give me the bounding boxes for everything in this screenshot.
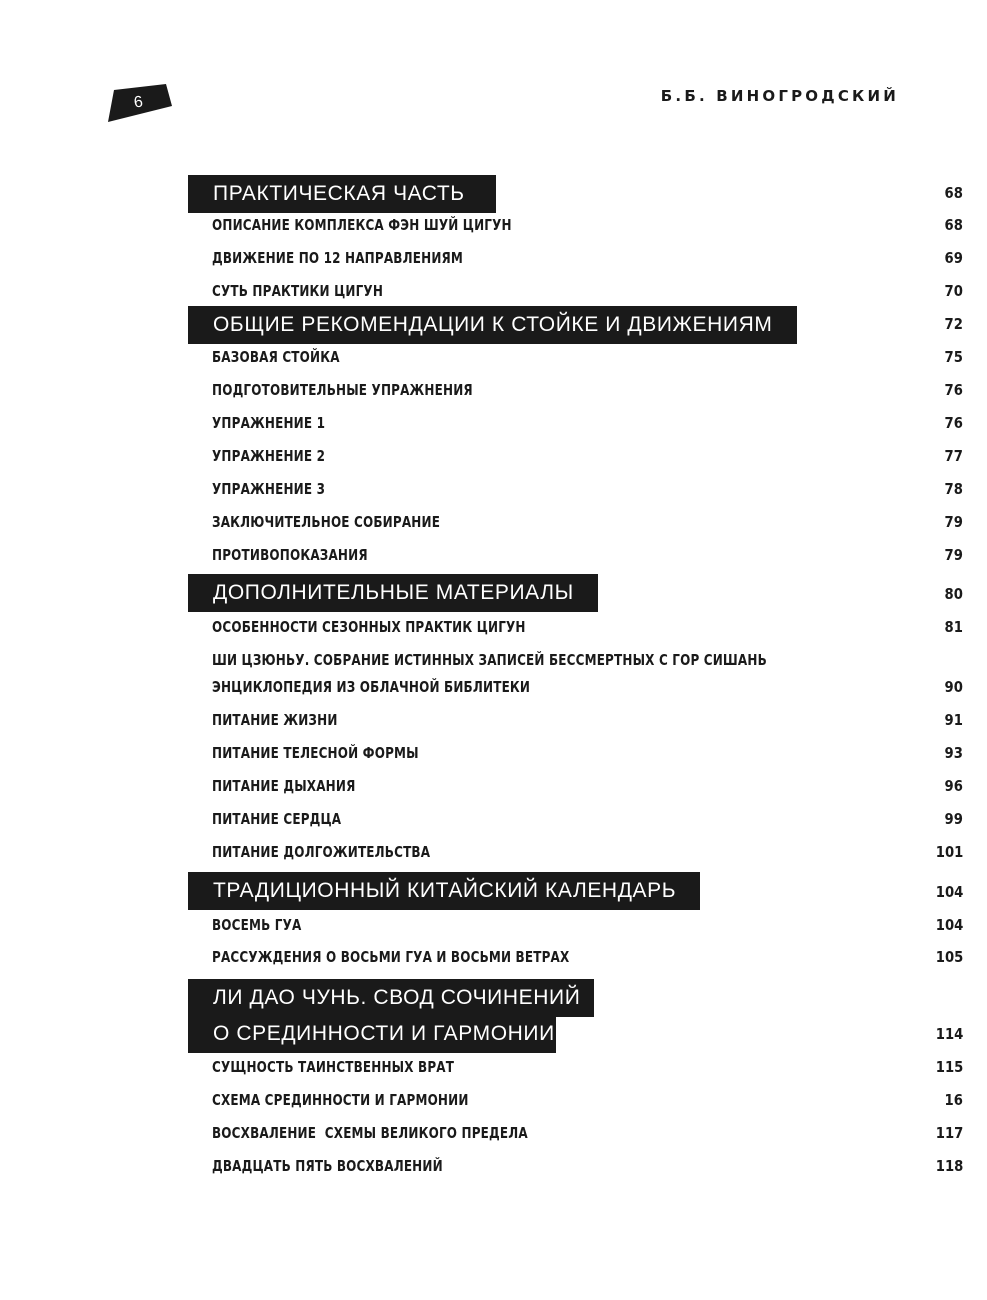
- entry-title: СУЩНОСТЬ ТАИНСТВЕННЫХ ВРАТ: [212, 1058, 455, 1076]
- section-title: ПРАКТИЧЕСКАЯ ЧАСТЬ: [213, 182, 465, 205]
- section-page-number: 80: [944, 585, 963, 603]
- entry-title: УПРАЖНЕНИЕ 1: [212, 414, 326, 432]
- entry-page: 16: [944, 1091, 963, 1109]
- entry-page: 81: [944, 618, 963, 636]
- entry-page: 69: [944, 249, 963, 267]
- entry-page: 79: [944, 546, 963, 564]
- section-title-line2: О СРЕДИННОСТИ И ГАРМОНИИ: [213, 1022, 555, 1045]
- entry-page: 93: [944, 744, 963, 762]
- entry-page: 76: [944, 381, 963, 399]
- entry-page: 70: [944, 282, 963, 300]
- entry-page: 77: [944, 447, 963, 465]
- entry-title: ЗАКЛЮЧИТЕЛЬНОЕ СОБИРАНИЕ: [212, 513, 441, 531]
- entry-title: БАЗОВАЯ СТОЙКА: [212, 348, 340, 366]
- entry-title: ПИТАНИЕ СЕРДЦА: [212, 810, 342, 828]
- entry-title: СУТЬ ПРАКТИКИ ЦИГУН: [212, 282, 384, 300]
- entry-title: ПИТАНИЕ ДОЛГОЖИТЕЛЬСТВА: [212, 843, 431, 861]
- entry-title: ПИТАНИЕ ДЫХАНИЯ: [212, 777, 356, 795]
- entry-title: УПРАЖНЕНИЕ 2: [212, 447, 326, 465]
- toc-section-recommendations[interactable]: [188, 306, 797, 344]
- entry-title: ДВИЖЕНИЕ ПО 12 НАПРАВЛЕНИЯМ: [212, 249, 464, 267]
- entry-title: ОПИСАНИЕ КОМПЛЕКСА ФЭН ШУЙ ЦИГУН: [212, 216, 512, 234]
- entry-page: 118: [935, 1157, 963, 1175]
- section-title: ОБЩИЕ РЕКОМЕНДАЦИИ К СТОЙКЕ И ДВИЖЕНИЯМ: [213, 313, 773, 336]
- entry-title: ПИТАНИЕ ЖИЗНИ: [212, 711, 338, 729]
- entry-title: ДВАДЦАТЬ ПЯТЬ ВОСХВАЛЕНИЙ: [212, 1157, 443, 1175]
- page-number-badge: [108, 84, 172, 124]
- entry-page: 75: [944, 348, 963, 366]
- entry-page: 78: [944, 480, 963, 498]
- entry-title: СХЕМА СРЕДИННОСТИ И ГАРМОНИИ: [212, 1091, 469, 1109]
- section-page-number: 72: [944, 315, 963, 333]
- entry-title-line1: ШИ ЦЗЮНЬУ. СОБРАНИЕ ИСТИННЫХ ЗАПИСЕЙ БЕССМЕРТНЫХ С ГОР СИШАНЬ: [212, 651, 767, 669]
- entry-title: ВОСЕМЬ ГУА: [212, 916, 302, 934]
- section-page-number: 68: [944, 184, 963, 202]
- entry-title: ПРОТИВОПОКАЗАНИЯ: [212, 546, 368, 564]
- entry-page: 115: [935, 1058, 963, 1076]
- entry-title: ОСОБЕННОСТИ СЕЗОННЫХ ПРАКТИК ЦИГУН: [212, 618, 526, 636]
- entry-page: 96: [944, 777, 963, 795]
- page-number: 6: [132, 93, 144, 112]
- toc-section-additional[interactable]: [188, 574, 598, 612]
- section-title: ДОПОЛНИТЕЛЬНЫЕ МАТЕРИАЛЫ: [213, 581, 574, 604]
- entry-title: ВОСХВАЛЕНИЕ СХЕМЫ ВЕЛИКОГО ПРЕДЕЛА: [212, 1124, 528, 1142]
- entry-page: 76: [944, 414, 963, 432]
- toc-section-calendar[interactable]: [188, 872, 700, 910]
- section-title-line1: ЛИ ДАО ЧУНЬ. СВОД СОЧИНЕНИЙ: [213, 986, 581, 1009]
- author-name: Б.Б. ВИНОГРОДСКИЙ: [660, 87, 899, 105]
- entry-title: ПИТАНИЕ ТЕЛЕСНОЙ ФОРМЫ: [212, 744, 419, 762]
- entry-page: 79: [944, 513, 963, 531]
- entry-page: 105: [935, 948, 963, 966]
- entry-page: 91: [944, 711, 963, 729]
- entry-title-line2: ЭНЦИКЛОПЕДИЯ ИЗ ОБЛАЧНОЙ БИБЛИТЕКИ: [212, 678, 531, 696]
- entry-page: 101: [935, 843, 963, 861]
- entry-title: РАССУЖДЕНИЯ О ВОСЬМИ ГУА И ВОСЬМИ ВЕТРАХ: [212, 948, 570, 966]
- toc-section-li-dao-chun-line2[interactable]: [188, 1015, 556, 1053]
- entry-title: УПРАЖНЕНИЕ 3: [212, 480, 326, 498]
- entry-page: 68: [944, 216, 963, 234]
- entry-page: 99: [944, 810, 963, 828]
- section-title: ТРАДИЦИОННЫЙ КИТАЙСКИЙ КАЛЕНДАРЬ: [213, 879, 677, 902]
- toc-section-li-dao-chun-line1[interactable]: [188, 979, 594, 1017]
- section-page-number: 114: [935, 1025, 963, 1043]
- entry-page: 104: [935, 916, 963, 934]
- entry-page: 90: [944, 678, 963, 696]
- entry-title: ПОДГОТОВИТЕЛЬНЫЕ УПРАЖНЕНИЯ: [212, 381, 473, 399]
- toc-section-practical[interactable]: [188, 175, 496, 213]
- entry-page: 117: [935, 1124, 963, 1142]
- section-page-number: 104: [935, 883, 963, 901]
